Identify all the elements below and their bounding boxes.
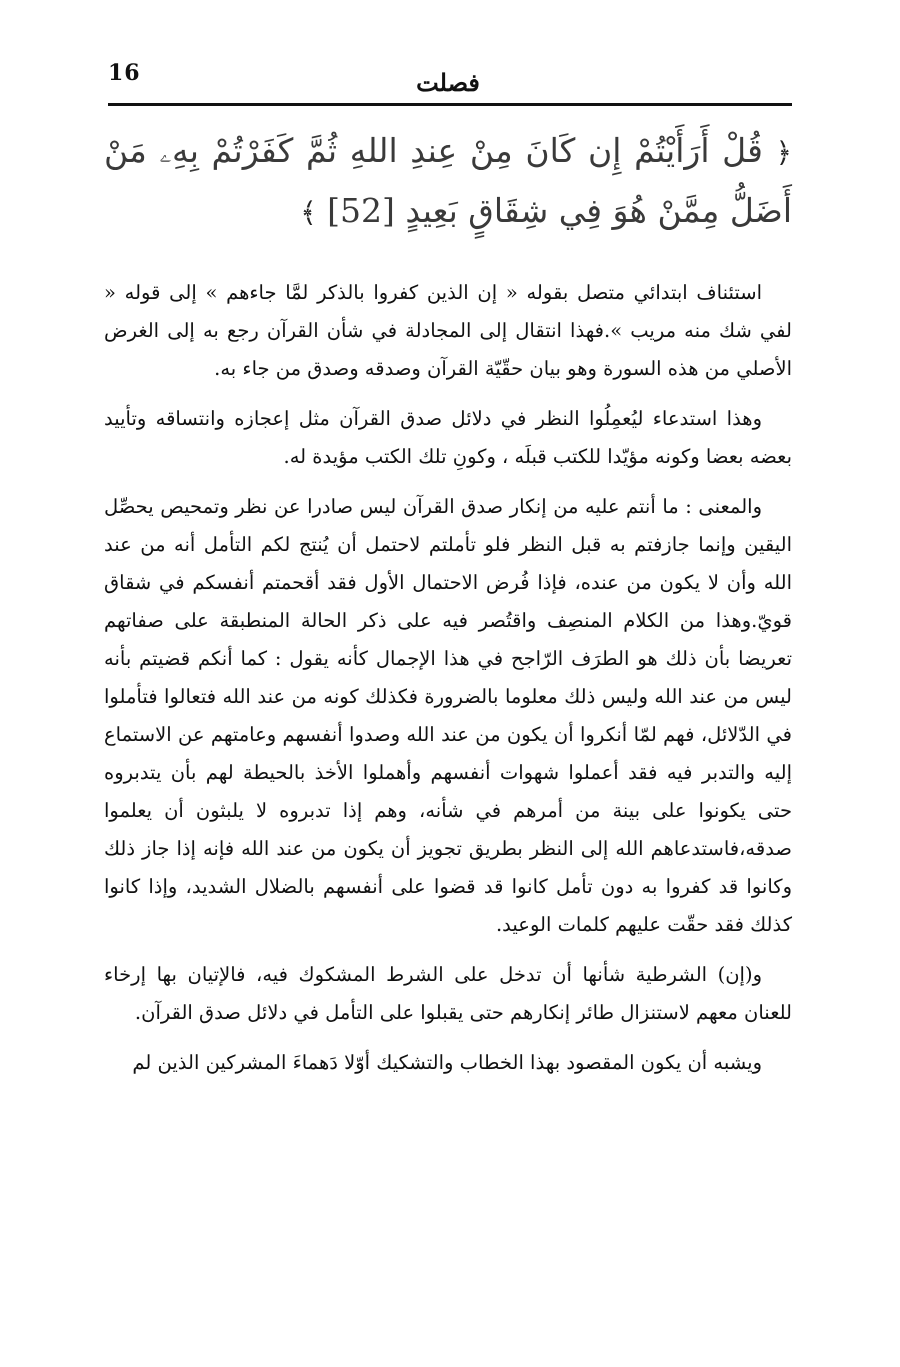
- page-header: [108, 54, 788, 100]
- paragraph: استئناف ابتدائي متصل بقوله « إن الذين كفروا بالذكر لمَّا جاءهم » إلى قوله « لفي شك منه مريب ».فهذا انتقال إلى المجادلة في شأن القرآن رجع به إلى الغرض الأصلي من هذه السورة وهو بيان حقّيّة القرآن وصدقه وصدق من جاء به.: [104, 281, 792, 380]
- paragraph: ويشبه أن يكون المقصود بهذا الخطاب والتشكيك أوّلا دَهماءَ المشركين الذين لم: [132, 1051, 762, 1074]
- paragraph: و(إن) الشرطية شأنها أن تدخل على الشرط المشكوك فيه، فالإتيان بها إرخاء للعنان معهم لاستنزال طائر إنكارهم حتى يقبلوا على التأمل في دلائل صدق القرآن.: [104, 963, 792, 1024]
- verse-close-ornament: ﴾: [300, 196, 317, 229]
- running-title: فصلت: [416, 68, 480, 97]
- verse-number: [52]: [327, 191, 395, 230]
- paragraph: وهذا استدعاء ليُعمِلُوا النظر في دلائل صدق القرآن مثل إعجازه وانتساقه وتأييد بعضه بعضا وكونه مؤيّدا للكتب قبلَه ، وكونِ تلك الكتب مؤيدة له.: [104, 407, 792, 468]
- verse-text: قُلْ أَرَأَيْتُمْ إِن كَانَ مِنْ عِندِ اللهِ ثُمَّ كَفَرْتُمْ بِهِۦ مَنْ أَضَلُّ مِمَّنْ هُوَ فِي شِقَاقٍ بَعِيدٍ: [104, 131, 792, 230]
- quran-verse: [104, 122, 792, 242]
- commentary-body: [104, 274, 792, 1094]
- header-divider: [108, 103, 792, 106]
- page-number: 16: [108, 60, 141, 86]
- verse-open-ornament: ﴿: [775, 136, 792, 169]
- paragraph: والمعنى : ما أنتم عليه من إنكار صدق القرآن ليس صادرا عن نظر وتمحيص يحصِّل اليقين وإنما جازفتم به قبل النظر فلو تأملتم لاحتمل أن يُنتج لكم التأمل أنه من عند الله وأن لا يكون من عنده، فإذا فُرض الاحتمال الأول فقد أقحمتم أنفسكم في شقاق قويّ.وهذا من الكلام المنصِف واقتُصر فيه على ذكر الحالة المنطبقة على صفاتهم تعريضا بأن ذلك هو الطرَف الرّاجح في هذا الإجمال كأنه يقول : كما أنكم قضيتم بأنه ليس من عند الله وليس ذلك معلوما بالضرورة فكذلك كونه من عند الله فتعالوا فتأملوا في الدّلائل، فهم لمّا أنكروا أن يكون من عند الله وصدوا أنفسهم وعامتهم عن الاستماع إليه والتدبر فيه فقد أعملوا شهوات أنفسهم وأهملوا الأخذ بالحيطة لهم بأن يتدبروه حتى يكونوا على بينة من أمرهم في شأنه، وهم إذا تدبروه لا يلبثون أن يعلموا صدقه،فاستدعاهم الله إلى النظر بطريق تجويز أن يكون من عند الله فإنه إذا جاز ذلك وكانوا قد كفروا به دون تأمل كانوا قد قضوا على أنفسهم بالضلال الشديد، وإذا كانوا كذلك فقد حقّت عليهم كلمات الوعيد.: [104, 495, 792, 936]
